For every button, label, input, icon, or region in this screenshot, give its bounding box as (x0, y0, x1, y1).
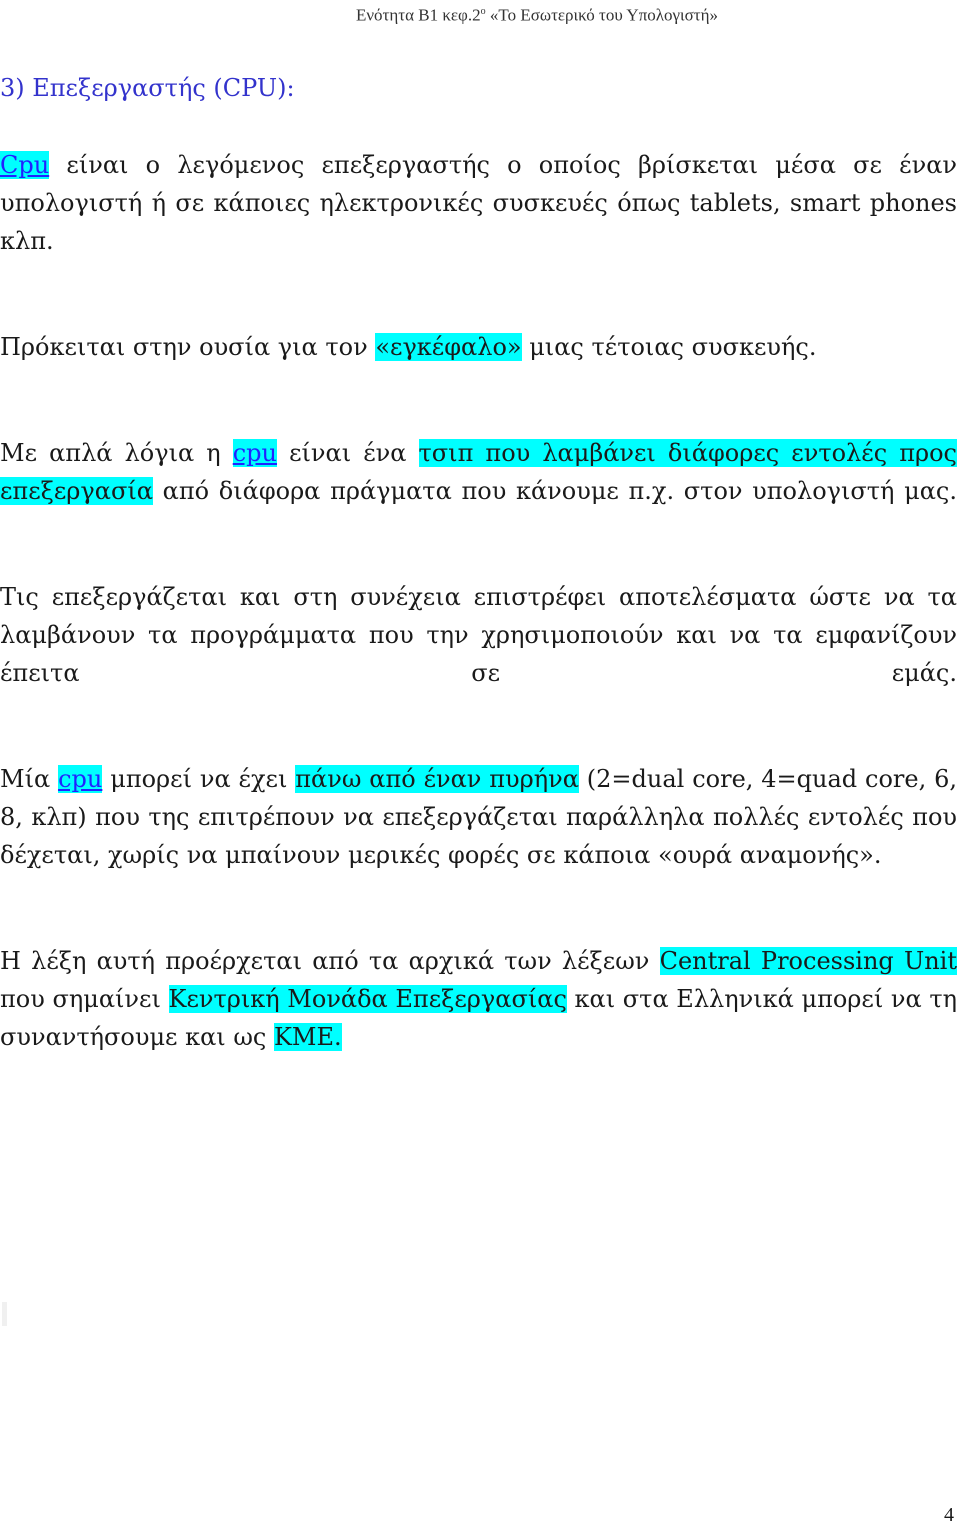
p6-highlight-english: Central Processing Unit (659, 947, 957, 975)
paragraph-4 (0, 578, 957, 692)
paragraph-3 (0, 434, 957, 510)
p6-mid2: και στα Ελληνικά μπορεί να τη συναντήσουμε και ως (0, 985, 957, 1051)
p2-highlight: «εγκέφαλο» (375, 333, 522, 361)
section-title: 3) Επεξεργαστής (CPU): (0, 74, 295, 102)
text-cursor-marker (2, 1302, 7, 1326)
p5-before: Μία (0, 765, 59, 793)
p4-text: Τις επεξεργάζεται και στη συνέχεια επιστρέφει αποτελέσματα ώστε να τα λαμβάνουν τα προγράμματα που την χρησιμοποιούν και να τα εμφανίζουν έπειτα σε εμάς. (0, 583, 957, 687)
p2-before: Πρόκειται στην ουσία για τον (0, 333, 376, 361)
p3-highlight: τσιπ που λαμβάνει διάφορες εντολές προς επεξεργασία (0, 439, 957, 505)
paragraph-1 (0, 146, 957, 260)
p5-after: (2=dual core, 4=quad core, 6, 8, κλπ) που της επιτρέπουν να επεξεργάζεται παράλληλα πολλές εντολές που δέχεται, χωρίς να μπαίνουν μερικές φορές σε κάποια «ουρά αναμονής». (0, 765, 958, 869)
document-body (0, 68, 957, 1056)
p6-before: Η λέξη αυτή προέρχεται από τα αρχικά των λέξεων (0, 947, 660, 975)
page-header (0, 0, 960, 28)
p5-highlight: πάνω από έναν πυρήνα (295, 765, 579, 793)
paragraph-2 (0, 328, 957, 366)
p6-highlight-kme: ΚΜΕ. (273, 1023, 342, 1051)
cpu-link[interactable]: cpu (58, 765, 103, 793)
header-sup: ο (480, 6, 486, 17)
p1-text: είναι ο λεγόμενος επεξεργαστής ο οποίος βρίσκεται μέσα σε έναν υπολογιστή ή σε κάποιες ηλεκτρονικές συσκευές όπως tablets, smart phones κλπ. (0, 151, 957, 255)
p3-before: Με απλά λόγια η (0, 439, 233, 467)
p5-mid: μπορεί να έχει (102, 765, 296, 793)
p3-after: από διάφορα πράγματα που κάνουμε π.χ. στον υπολογιστή μας. (152, 477, 957, 505)
p6-highlight-greek: Κεντρική Μονάδα Επεξεργασίας (168, 985, 567, 1013)
header-suffix: «Το Εσωτερικό του Υπολογιστή» (485, 5, 718, 25)
page-number: 4 (944, 1504, 954, 1526)
cpu-link[interactable]: cpu (232, 439, 277, 467)
p3-mid: είναι ένα (276, 439, 419, 467)
header-prefix: Ενότητα Β1 κεφ.2 (355, 5, 481, 25)
paragraph-5 (0, 760, 957, 874)
cpu-link[interactable]: Cpu (0, 151, 50, 179)
p6-mid: που σημαίνει (0, 985, 169, 1013)
paragraph-6 (0, 942, 957, 1056)
p2-after: μιας τέτοιας συσκευής. (521, 333, 817, 361)
